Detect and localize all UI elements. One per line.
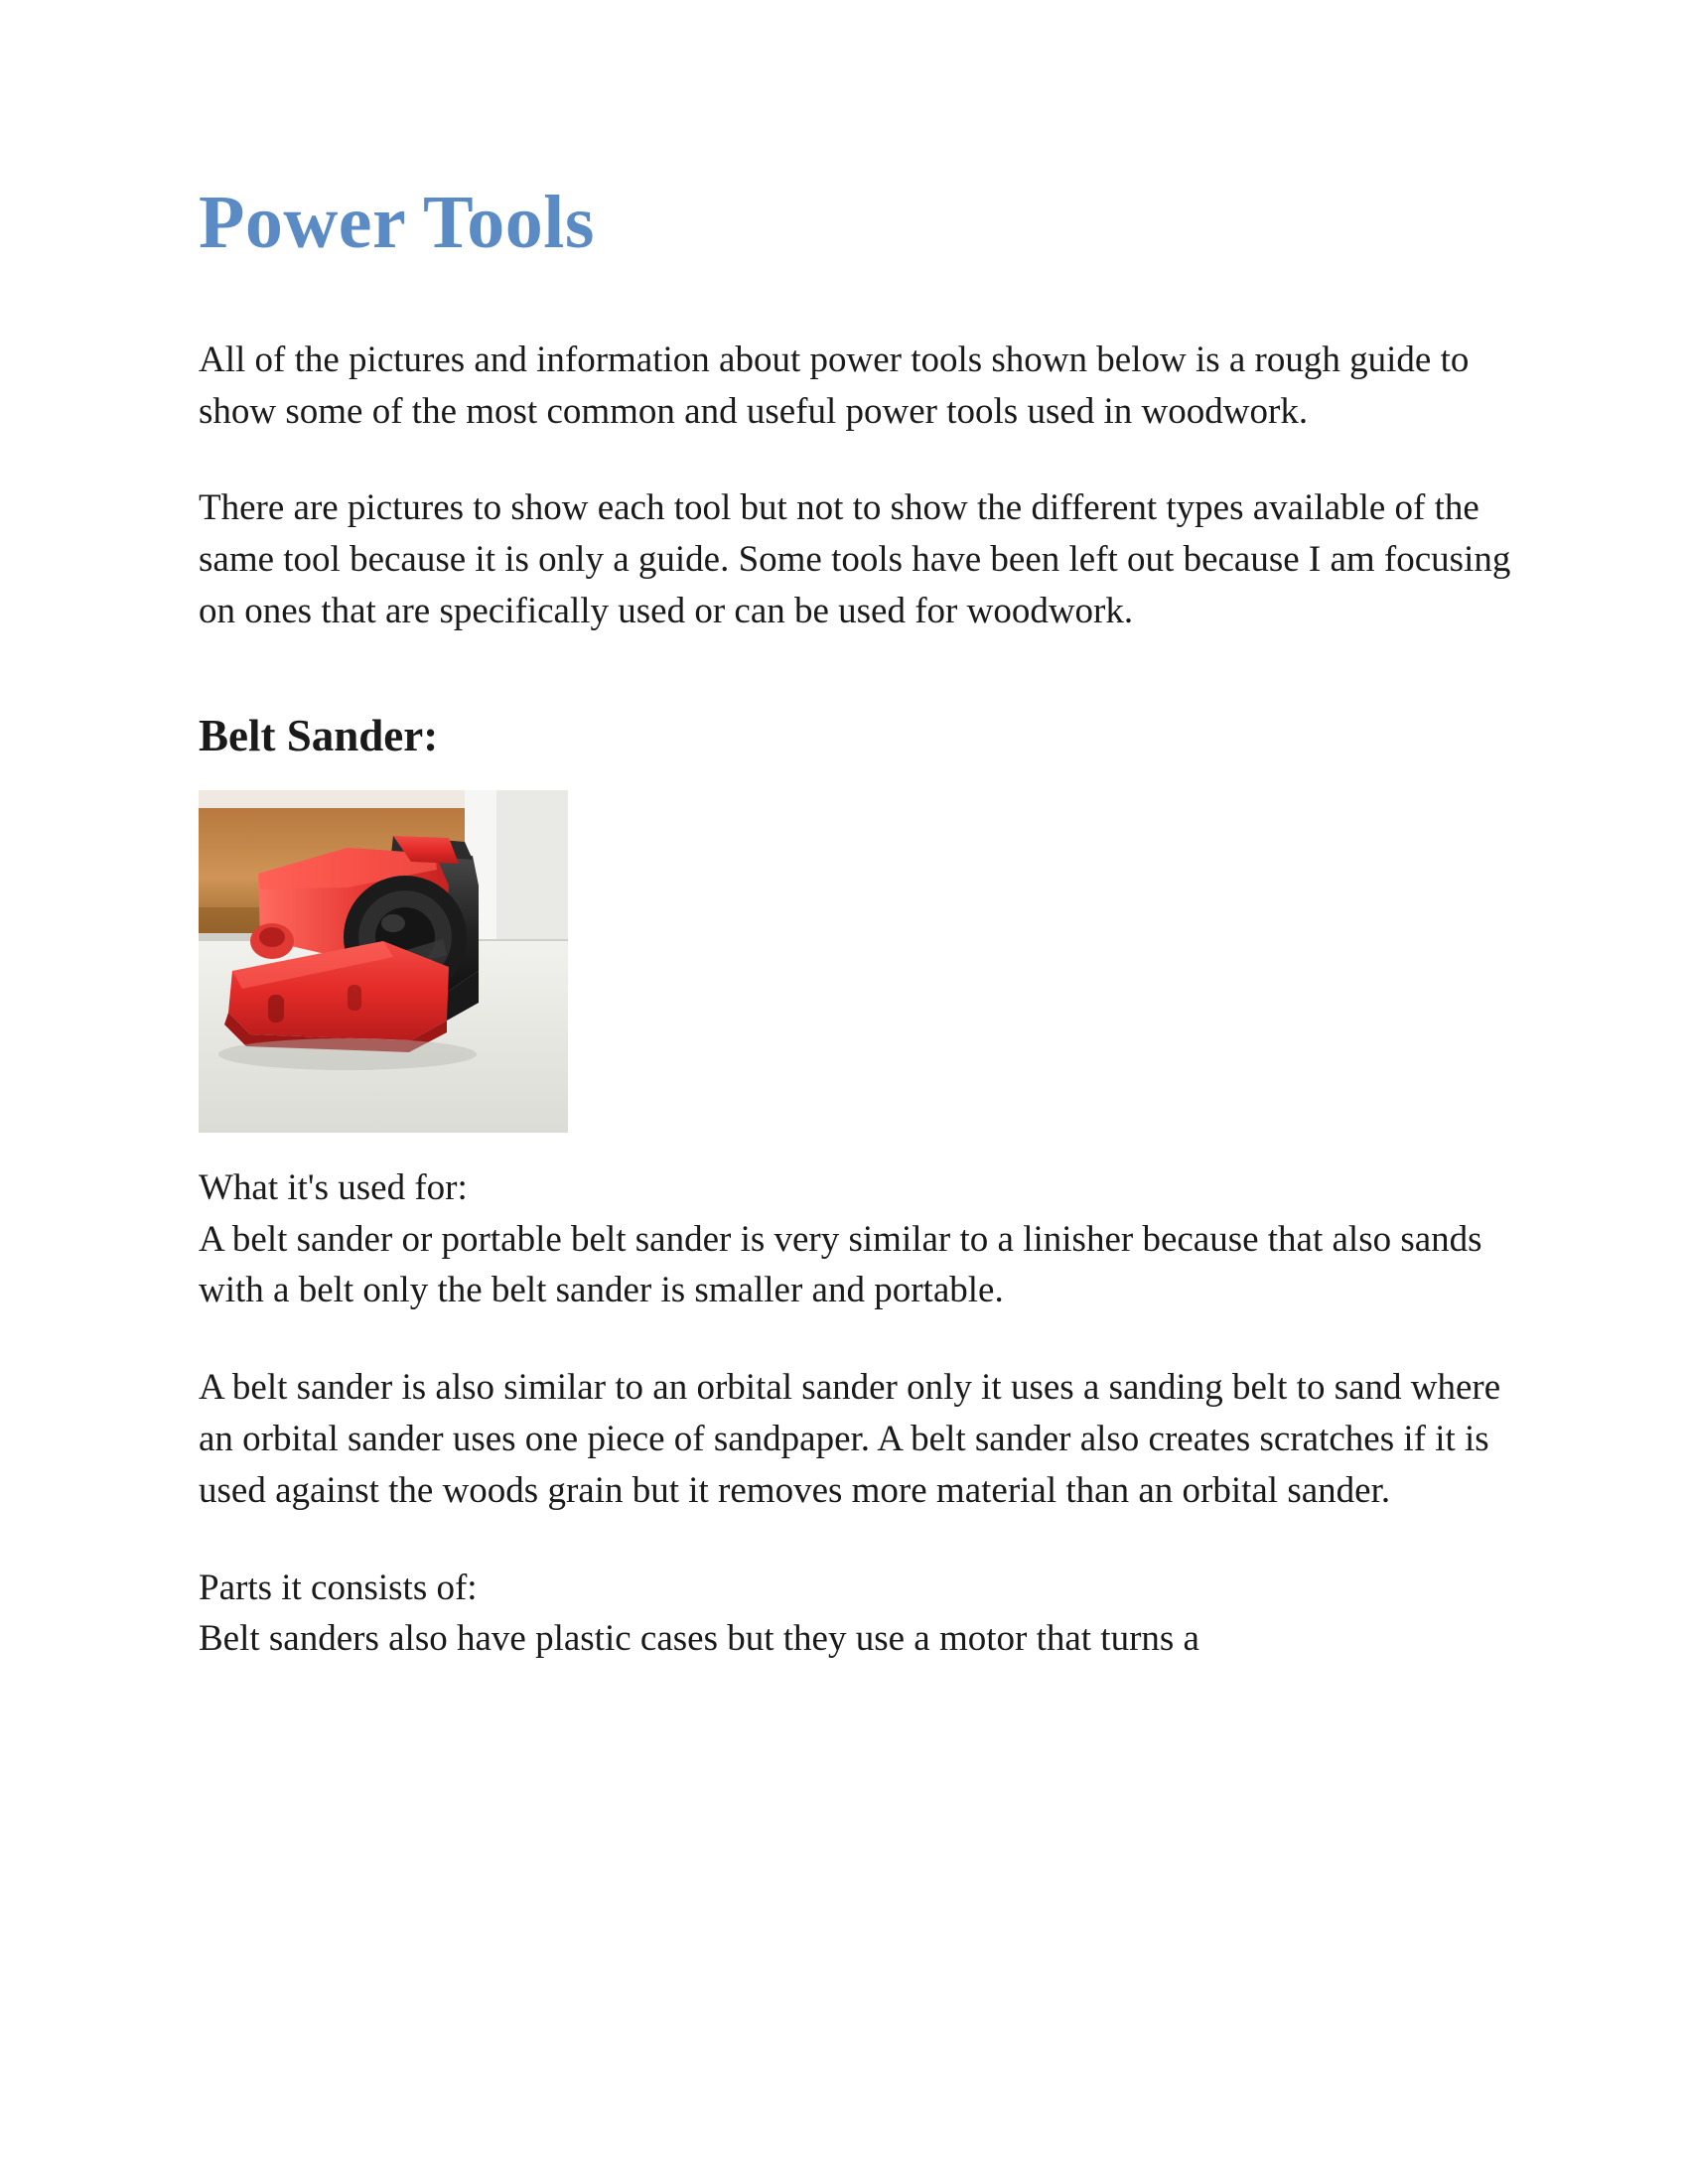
intro-paragraph-1: All of the pictures and information about power tools shown below is a rough guide to show some of the most common and useful power tools used in woodwork.	[199, 339, 1470, 432]
used-for-text: A belt sander or portable belt sander is very similar to a linisher because that also sands with a belt only the belt sander is smaller and portable.	[199, 1218, 1482, 1311]
page-title: Power Tools	[199, 181, 595, 264]
parts-text: Belt sanders also have plastic cases but they use a motor that turns a	[199, 1618, 1199, 1660]
section-heading-belt-sander: Belt Sander:	[199, 710, 439, 760]
spacer	[199, 1316, 1514, 1362]
parts-block	[199, 1563, 1514, 1666]
used-for-label: What it's used for:	[199, 1166, 468, 1208]
spacer	[199, 437, 1514, 482]
belt-sander-photo-graphic	[199, 790, 568, 1133]
belt-sander-photo	[199, 790, 568, 1133]
spacer	[199, 637, 1514, 709]
parts-label: Parts it consists of:	[199, 1567, 478, 1608]
spacer	[199, 1133, 1514, 1162]
used-for-block	[199, 1162, 1514, 1316]
intro-paragraph-2: There are pictures to show each tool but not to show the different types available of the same tool because it is only a guide. Some tools have been left out because I am focusing on ones that are specifically used or can be used for woodwork.	[199, 487, 1511, 631]
comparison-paragraph: A belt sander is also similar to an orbital sander only it uses a sanding belt to sand where an orbital sander uses one piece of sandpaper. A belt sander also creates scratches if it is used against the woods grain but it removes more material than an orbital sander.	[199, 1367, 1501, 1511]
spacer	[199, 1517, 1514, 1563]
spacer	[199, 263, 1514, 335]
